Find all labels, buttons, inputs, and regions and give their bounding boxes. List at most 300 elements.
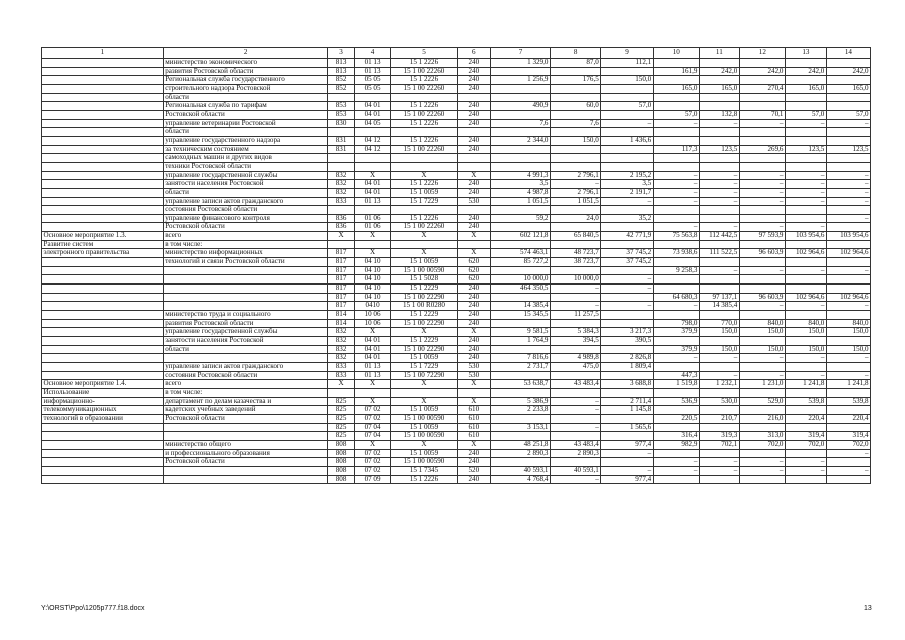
cell-year-2018: – xyxy=(739,180,785,189)
cell-target-code: 15 1 0059 xyxy=(391,423,457,432)
cell-expense-type: X xyxy=(457,232,491,241)
cell-total xyxy=(491,162,551,171)
cell-year-2014 xyxy=(550,154,600,163)
cell-year-2019: 57,0 xyxy=(785,110,826,119)
cell-activity xyxy=(42,197,164,206)
table-row xyxy=(42,319,871,328)
cell-ministry-code: X xyxy=(328,380,354,389)
cell-recipient: строительного надзора Ростовской xyxy=(163,84,328,93)
cell-section-code: 01 13 xyxy=(354,59,391,68)
cell-expense-type: 240 xyxy=(457,76,491,85)
cell-expense-type: 610 xyxy=(457,432,491,441)
cell-year-2016: 316,4 xyxy=(653,432,699,441)
cell-year-2017: – xyxy=(699,458,739,467)
cell-expense-type: 240 xyxy=(457,59,491,68)
cell-activity xyxy=(42,145,164,154)
cell-year-2014 xyxy=(550,110,600,119)
cell-year-2015: 42 771,9 xyxy=(601,232,653,241)
cell-expense-type xyxy=(457,154,491,163)
cell-section-code: 04 10 xyxy=(354,285,391,294)
cell-year-2019 xyxy=(785,240,826,249)
cell-recipient: области xyxy=(163,345,328,354)
cell-year-2019 xyxy=(785,475,826,484)
cell-ministry-code: 852 xyxy=(328,84,354,93)
cell-year-2016: 75 563,8 xyxy=(653,232,699,241)
table-row xyxy=(42,397,871,406)
cell-year-2014 xyxy=(550,128,600,137)
cell-year-2014: 1 051,5 xyxy=(550,197,600,206)
cell-year-2020: 150,0 xyxy=(826,345,870,354)
cell-expense-type: 240 xyxy=(457,458,491,467)
cell-section-code: 01 13 xyxy=(354,362,391,371)
cell-year-2020 xyxy=(826,423,870,432)
cell-recipient: министерство общего xyxy=(163,440,328,449)
cell-year-2015 xyxy=(601,345,653,354)
cell-total: 4 991,3 xyxy=(491,171,551,180)
cell-activity xyxy=(42,440,164,449)
cell-expense-type: 240 xyxy=(457,319,491,328)
table-row xyxy=(42,102,871,111)
cell-target-code: X xyxy=(391,380,457,389)
cell-year-2018: – xyxy=(739,197,785,206)
cell-year-2017 xyxy=(699,154,739,163)
cell-year-2015 xyxy=(601,311,653,320)
cell-section-code: 04 05 xyxy=(354,119,391,128)
cell-ministry-code: 833 xyxy=(328,197,354,206)
cell-ministry-code: 825 xyxy=(328,397,354,406)
cell-target-code: X xyxy=(391,440,457,449)
cell-target-code: X xyxy=(391,232,457,241)
cell-section-code xyxy=(354,388,391,397)
cell-total xyxy=(491,110,551,119)
cell-year-2020 xyxy=(826,311,870,320)
cell-expense-type: X xyxy=(457,171,491,180)
cell-year-2020: 102 964,6 xyxy=(826,249,870,258)
cell-activity xyxy=(42,59,164,68)
cell-year-2015 xyxy=(601,388,653,397)
cell-activity xyxy=(42,188,164,197)
cell-year-2020: – xyxy=(826,266,870,275)
table-row xyxy=(42,223,871,232)
cell-year-2018: – xyxy=(739,266,785,275)
cell-year-2015: – xyxy=(601,197,653,206)
cell-total xyxy=(491,458,551,467)
cell-year-2014: 394,5 xyxy=(550,337,600,346)
cell-expense-type: 620 xyxy=(457,275,491,284)
cell-year-2018 xyxy=(739,275,785,284)
cell-total: 48 251,8 xyxy=(491,440,551,449)
cell-year-2016: 798,0 xyxy=(653,319,699,328)
cell-year-2019 xyxy=(785,362,826,371)
cell-target-code: 15 1 00 22260 xyxy=(391,84,457,93)
cell-year-2017: 112 442,5 xyxy=(699,232,739,241)
cell-year-2017 xyxy=(699,275,739,284)
cell-year-2014: 43 483,4 xyxy=(550,380,600,389)
page-number: 13 xyxy=(864,605,872,612)
cell-year-2016 xyxy=(653,128,699,137)
cell-year-2017: 770,0 xyxy=(699,319,739,328)
cell-year-2015: 57,0 xyxy=(601,102,653,111)
cell-ministry-code: 853 xyxy=(328,102,354,111)
cell-year-2016: 57,0 xyxy=(653,110,699,119)
cell-year-2016: 447,3 xyxy=(653,371,699,380)
cell-activity xyxy=(42,93,164,102)
table-row xyxy=(42,171,871,180)
cell-year-2018: – xyxy=(739,223,785,232)
cell-ministry-code xyxy=(328,388,354,397)
table-row xyxy=(42,380,871,389)
cell-section-code: 07 02 xyxy=(354,458,391,467)
cell-recipient: в том числе: xyxy=(163,388,328,397)
cell-total: 602 121,8 xyxy=(491,232,551,241)
cell-year-2015 xyxy=(601,128,653,137)
column-number: 11 xyxy=(699,48,739,59)
cell-section-code: 04 01 xyxy=(354,354,391,363)
table-row xyxy=(42,162,871,171)
cell-year-2015 xyxy=(601,93,653,102)
cell-year-2019 xyxy=(785,206,826,215)
cell-year-2016: 982,9 xyxy=(653,440,699,449)
cell-total xyxy=(491,266,551,275)
cell-year-2014: 7,6 xyxy=(550,119,600,128)
cell-section-code: 01 06 xyxy=(354,214,391,223)
table-row xyxy=(42,354,871,363)
cell-total: 1 051,5 xyxy=(491,197,551,206)
cell-year-2018 xyxy=(739,240,785,249)
cell-section-code: 0410 xyxy=(354,302,391,311)
cell-section-code: 04 01 xyxy=(354,337,391,346)
cell-expense-type: X xyxy=(457,440,491,449)
cell-activity: Основное мероприятие 1.3. xyxy=(42,232,164,241)
cell-year-2016 xyxy=(653,311,699,320)
column-number: 10 xyxy=(653,48,699,59)
cell-year-2014: – xyxy=(550,475,600,484)
cell-total xyxy=(491,319,551,328)
cell-section-code: 01 13 xyxy=(354,371,391,380)
cell-recipient: за техническим состоянием xyxy=(163,145,328,154)
cell-ministry-code: 808 xyxy=(328,440,354,449)
cell-expense-type: X xyxy=(457,249,491,258)
cell-year-2020: 840,0 xyxy=(826,319,870,328)
cell-year-2020 xyxy=(826,458,870,467)
cell-year-2016 xyxy=(653,337,699,346)
cell-total xyxy=(491,93,551,102)
cell-section-code: X xyxy=(354,380,391,389)
cell-ministry-code xyxy=(328,206,354,215)
cell-year-2015: 2 711,4 xyxy=(601,397,653,406)
cell-ministry-code: 808 xyxy=(328,466,354,475)
cell-year-2016: 161,9 xyxy=(653,67,699,76)
cell-expense-type: 610 xyxy=(457,406,491,415)
cell-year-2015: – xyxy=(601,466,653,475)
cell-year-2015: 2 191,7 xyxy=(601,188,653,197)
cell-recipient: министерство информационных xyxy=(163,249,328,258)
cell-year-2014 xyxy=(550,319,600,328)
cell-ministry-code: 832 xyxy=(328,180,354,189)
cell-ministry-code: 852 xyxy=(328,76,354,85)
table-row xyxy=(42,128,871,137)
cell-ministry-code: 817 xyxy=(328,302,354,311)
cell-target-code: 15 1 00 00590 xyxy=(391,458,457,467)
cell-target-code: 15 1 5028 xyxy=(391,275,457,284)
cell-year-2019 xyxy=(785,128,826,137)
cell-year-2019: – xyxy=(785,371,826,380)
cell-activity xyxy=(42,67,164,76)
cell-year-2016: 117,3 xyxy=(653,145,699,154)
cell-ministry-code: 825 xyxy=(328,423,354,432)
table-row xyxy=(42,414,871,423)
cell-year-2017: 1 232,1 xyxy=(699,380,739,389)
cell-expense-type: 240 xyxy=(457,475,491,484)
cell-year-2018 xyxy=(739,285,785,294)
column-number: 14 xyxy=(826,48,870,59)
cell-target-code: 15 1 2226 xyxy=(391,119,457,128)
cell-total xyxy=(491,154,551,163)
cell-recipient: управление финансового контроля xyxy=(163,214,328,223)
cell-ministry-code: 832 xyxy=(328,354,354,363)
table-row xyxy=(42,328,871,337)
cell-year-2015 xyxy=(601,414,653,423)
table-row xyxy=(42,232,871,241)
cell-section-code: 10 06 xyxy=(354,311,391,320)
cell-expense-type: 240 xyxy=(457,84,491,93)
cell-activity xyxy=(42,102,164,111)
cell-year-2019: – xyxy=(785,266,826,275)
table-row xyxy=(42,371,871,380)
cell-year-2015: 35,2 xyxy=(601,214,653,223)
cell-total: 40 593,1 xyxy=(491,466,551,475)
cell-ministry-code: X xyxy=(328,232,354,241)
table-row xyxy=(42,345,871,354)
cell-year-2014 xyxy=(550,345,600,354)
cell-target-code xyxy=(391,206,457,215)
cell-year-2019: 165,0 xyxy=(785,84,826,93)
cell-activity xyxy=(42,119,164,128)
cell-recipient: области xyxy=(163,188,328,197)
cell-year-2015: – xyxy=(601,449,653,458)
cell-year-2015: 2 826,8 xyxy=(601,354,653,363)
table-row xyxy=(42,76,871,85)
cell-section-code: 07 04 xyxy=(354,423,391,432)
table-row xyxy=(42,423,871,432)
cell-ministry-code xyxy=(328,240,354,249)
cell-section-code: 05 05 xyxy=(354,76,391,85)
cell-expense-type: 240 xyxy=(457,311,491,320)
cell-year-2018 xyxy=(739,406,785,415)
cell-ministry-code: 817 xyxy=(328,285,354,294)
cell-activity xyxy=(42,110,164,119)
cell-recipient: Ростовской области xyxy=(163,458,328,467)
cell-year-2020: 539,8 xyxy=(826,397,870,406)
cell-year-2018 xyxy=(739,162,785,171)
cell-ministry-code: 832 xyxy=(328,337,354,346)
cell-target-code: 15 1 00 22260 xyxy=(391,223,457,232)
cell-year-2019: – xyxy=(785,223,826,232)
cell-year-2020 xyxy=(826,128,870,137)
cell-year-2019: 123,5 xyxy=(785,145,826,154)
cell-section-code: 07 09 xyxy=(354,475,391,484)
cell-year-2018: 96 603,9 xyxy=(739,293,785,302)
cell-year-2020: – xyxy=(826,466,870,475)
cell-target-code: X xyxy=(391,171,457,180)
cell-year-2017 xyxy=(699,423,739,432)
cell-year-2015 xyxy=(601,206,653,215)
cell-recipient xyxy=(163,285,328,294)
cell-year-2017: – xyxy=(699,171,739,180)
cell-year-2017 xyxy=(699,240,739,249)
cell-activity xyxy=(42,162,164,171)
cell-year-2019: 702,0 xyxy=(785,440,826,449)
table-row xyxy=(42,475,871,484)
cell-recipient: департамент по делам казачества и xyxy=(163,397,328,406)
cell-year-2017: 319,3 xyxy=(699,432,739,441)
table-row xyxy=(42,258,871,267)
table-row xyxy=(42,362,871,371)
cell-year-2019: – xyxy=(785,171,826,180)
cell-year-2016: – xyxy=(653,223,699,232)
cell-ministry-code: 833 xyxy=(328,371,354,380)
cell-expense-type: 240 xyxy=(457,449,491,458)
cell-target-code xyxy=(391,240,457,249)
cell-year-2017 xyxy=(699,258,739,267)
cell-year-2015: 977,4 xyxy=(601,440,653,449)
cell-total xyxy=(491,414,551,423)
cell-year-2018: 1 231,0 xyxy=(739,380,785,389)
cell-year-2018: – xyxy=(739,302,785,311)
cell-year-2014: 2 796,1 xyxy=(550,171,600,180)
table-row xyxy=(42,197,871,206)
table-row xyxy=(42,302,871,311)
cell-year-2016: – xyxy=(653,180,699,189)
cell-activity: Использование xyxy=(42,388,164,397)
table-row xyxy=(42,432,871,441)
cell-year-2020 xyxy=(826,475,870,484)
cell-total: 9 581,5 xyxy=(491,328,551,337)
cell-activity: Развитие систем xyxy=(42,240,164,249)
cell-year-2018: – xyxy=(739,354,785,363)
cell-year-2016 xyxy=(653,102,699,111)
cell-target-code: 15 1 00 22290 xyxy=(391,345,457,354)
cell-year-2018 xyxy=(739,154,785,163)
cell-target-code: 15 1 0059 xyxy=(391,188,457,197)
cell-total xyxy=(491,145,551,154)
cell-year-2017 xyxy=(699,136,739,145)
cell-year-2017 xyxy=(699,102,739,111)
cell-recipient: Ростовской области xyxy=(163,110,328,119)
cell-section-code: X xyxy=(354,249,391,258)
cell-year-2016 xyxy=(653,214,699,223)
cell-year-2019 xyxy=(785,136,826,145)
cell-recipient xyxy=(163,293,328,302)
cell-ministry-code: 832 xyxy=(328,328,354,337)
cell-activity xyxy=(42,266,164,275)
cell-year-2014: 48 723,7 xyxy=(550,249,600,258)
cell-year-2014: 2 890,3 xyxy=(550,449,600,458)
cell-target-code: 15 1 00 R0280 xyxy=(391,302,457,311)
cell-year-2015: – xyxy=(601,275,653,284)
cell-expense-type xyxy=(457,162,491,171)
cell-year-2020: 102 964,6 xyxy=(826,293,870,302)
budget-table-body xyxy=(42,48,871,484)
cell-year-2014 xyxy=(550,388,600,397)
cell-section-code: 04 12 xyxy=(354,145,391,154)
cell-year-2015: – xyxy=(601,119,653,128)
cell-year-2014 xyxy=(550,67,600,76)
cell-year-2015 xyxy=(601,84,653,93)
cell-expense-type: 610 xyxy=(457,423,491,432)
cell-section-code xyxy=(354,128,391,137)
cell-year-2016 xyxy=(653,258,699,267)
cell-total: 14 385,4 xyxy=(491,302,551,311)
cell-year-2020: 319,4 xyxy=(826,432,870,441)
cell-year-2019 xyxy=(785,154,826,163)
cell-section-code xyxy=(354,154,391,163)
cell-ministry-code: 825 xyxy=(328,432,354,441)
cell-year-2020 xyxy=(826,258,870,267)
cell-year-2014 xyxy=(550,432,600,441)
cell-total xyxy=(491,432,551,441)
cell-year-2016: – xyxy=(653,302,699,311)
cell-year-2019 xyxy=(785,337,826,346)
cell-year-2014: 2 796,1 xyxy=(550,188,600,197)
cell-year-2015: 3 217,3 xyxy=(601,328,653,337)
cell-recipient: развития Ростовской области xyxy=(163,319,328,328)
cell-activity xyxy=(42,311,164,320)
cell-year-2014 xyxy=(550,371,600,380)
cell-year-2017 xyxy=(699,362,739,371)
cell-recipient xyxy=(163,423,328,432)
cell-year-2014 xyxy=(550,84,600,93)
cell-ministry-code: 817 xyxy=(328,293,354,302)
cell-year-2016 xyxy=(653,475,699,484)
cell-year-2015 xyxy=(601,293,653,302)
cell-year-2014: – xyxy=(550,285,600,294)
cell-year-2016 xyxy=(653,240,699,249)
cell-expense-type: 610 xyxy=(457,414,491,423)
cell-year-2016 xyxy=(653,162,699,171)
cell-year-2017 xyxy=(699,76,739,85)
cell-activity xyxy=(42,285,164,294)
cell-activity xyxy=(42,293,164,302)
cell-expense-type: 240 xyxy=(457,136,491,145)
cell-year-2014 xyxy=(550,266,600,275)
cell-year-2015 xyxy=(601,371,653,380)
cell-year-2016 xyxy=(653,136,699,145)
cell-section-code: 04 01 xyxy=(354,110,391,119)
cell-activity xyxy=(42,432,164,441)
cell-section-code: 01 13 xyxy=(354,197,391,206)
cell-year-2017: 111 522,5 xyxy=(699,249,739,258)
cell-year-2020 xyxy=(826,406,870,415)
cell-expense-type: 530 xyxy=(457,371,491,380)
table-row xyxy=(42,266,871,275)
cell-year-2018: 702,0 xyxy=(739,440,785,449)
cell-year-2019: 242,0 xyxy=(785,67,826,76)
cell-total: 7 816,6 xyxy=(491,354,551,363)
cell-recipient: Ростовской области xyxy=(163,223,328,232)
cell-activity: информационно- xyxy=(42,397,164,406)
cell-year-2015: – xyxy=(601,302,653,311)
cell-target-code: 15 1 00 00590 xyxy=(391,414,457,423)
cell-year-2017: 165,0 xyxy=(699,84,739,93)
cell-year-2015: 112,1 xyxy=(601,59,653,68)
cell-target-code: 15 1 00 22290 xyxy=(391,319,457,328)
cell-year-2017: – xyxy=(699,354,739,363)
cell-activity xyxy=(42,371,164,380)
table-row xyxy=(42,275,871,284)
cell-total: 10 000,0 xyxy=(491,275,551,284)
cell-recipient xyxy=(163,302,328,311)
